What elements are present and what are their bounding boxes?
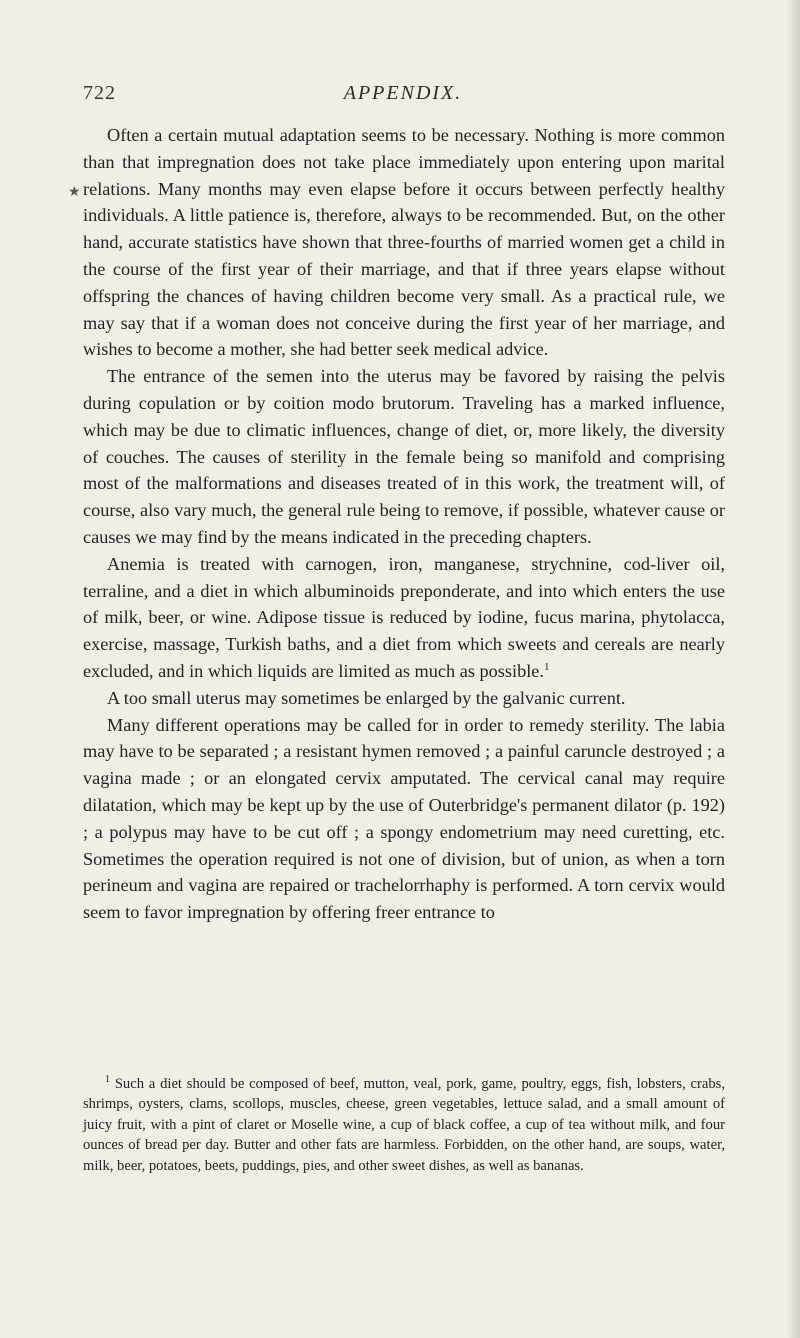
paragraph-anemia-text: Anemia is treated with carnogen, iron, manganese, strychnine, cod-liver oil, terraline, and a diet in which albuminoids preponderate, and into which enters the use of milk, beer, or wine. Adipose tissue is reduced by iodine, fucus marina, phytolacca, exercise, massage, Turkish baths, and a diet from which sweets and cereals are nearly excluded, and in which liquids are limited as much as possible. <box>83 553 725 681</box>
body-text <box>83 122 725 926</box>
paragraph-semen-entrance: The entrance of the semen into the uterus may be favored by raising the pelvis during copulation or by coition modo brutorum. Traveling has a marked influence, which may be due to climatic influences, change of diet, or, more likely, the diversity of couches. The causes of sterility in the female being so manifold and comprising most of the malformations and diseases treated of in this work, the treatment will, of course, also vary much, the general rule being to remove, if possible, whatever cause or causes we may find by the means indicated in the preceding chapters. <box>83 366 725 547</box>
footnote-diet <box>83 1074 725 1176</box>
footnote-reference: 1 <box>544 660 550 673</box>
margin-mark: ★ <box>68 185 81 200</box>
footnote-text: Such a diet should be composed of beef, mutton, veal, pork, game, poultry, eggs, fish, lobsters, crabs, shrimps, oysters, clams, scollops, muscles, cheese, green vegetables, lettuce salad, and a small amount of juicy fruit, with a pint of claret or Moselle wine, a cup of black coffee, a cup of tea without milk, and four ounces of bread per day. Butter and other fats are harmless. Forbidden, on the other hand, are soups, water, milk, beer, potatoes, beets, puddings, pies, and other sweet dishes, as well as bananas. <box>83 1076 725 1174</box>
page-number: 722 <box>83 82 116 104</box>
paragraph-operations: Many different operations may be called for in order to remedy sterility. The labia may have to be separated ; a resistant hymen removed ; a painful caruncle destroyed ; a vagina made ; or an elongated cervix amputated. The cervical canal may require dilatation, which may be kept up by the use of Outerbridge's permanent dilator (p. 192) ; a polypus may have to be cut off ; a spongy endometrium may need curetting, etc. Sometimes the operation required is not one of division, but of union, as when a torn perineum and vagina are repaired or trachelorrhaphy is performed. A torn cervix would seem to favor impregnation by offering freer entrance to <box>83 714 725 923</box>
page-header <box>83 82 723 112</box>
paragraph-anemia <box>83 551 725 685</box>
page-edge-shadow <box>786 0 800 1338</box>
footnote-marker: 1 <box>105 1074 110 1086</box>
running-head: APPENDIX. <box>343 82 463 104</box>
paragraph-mutual-adaptation: Often a certain mutual adaptation seems to be necessary. Nothing is more common than that impregnation does not take place immediately upon entering upon marital relations. Many months may even elapse before it occurs between perfectly healthy individuals. A little patience is, therefore, always to be recommended. But, on the other hand, accurate statistics have shown that three-fourths of married women get a child in the course of the first year of their marriage, and that if three years elapse without offspring the chances of having children become very small. As a practical rule, we may say that if a woman does not conceive during the first year of her marriage, and wishes to become a mother, she had better seek medical advice. <box>83 125 725 360</box>
paragraph-small-uterus: A too small uterus may sometimes be enlarged by the galvanic current. <box>107 687 626 708</box>
footnotes <box>83 1074 725 1176</box>
